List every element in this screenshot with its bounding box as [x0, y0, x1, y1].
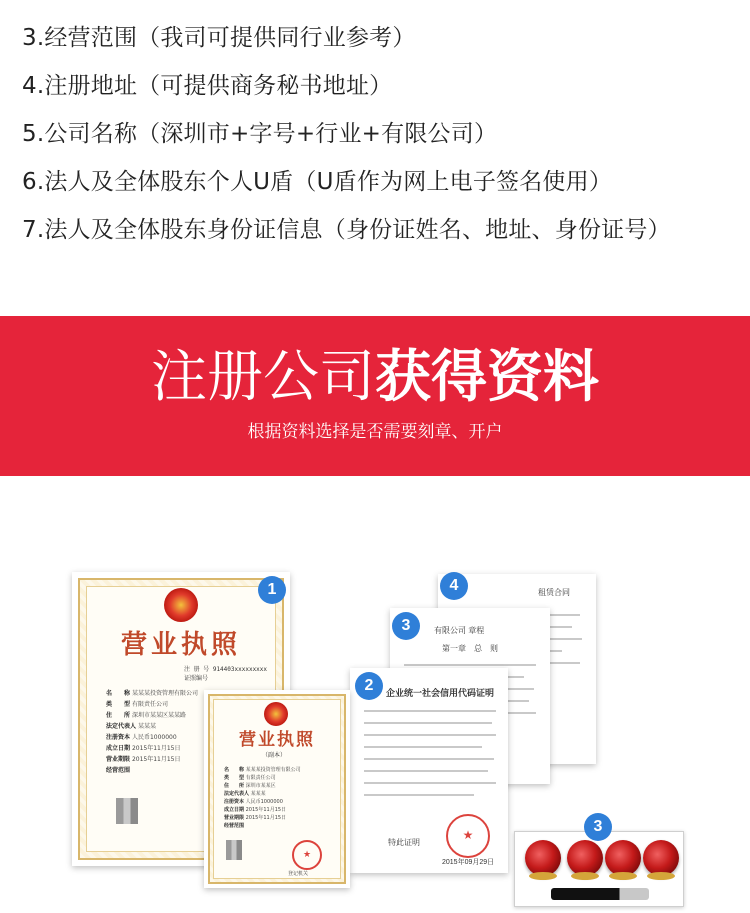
- banner-title-bold: 获得资料: [375, 345, 599, 410]
- license-copy-subtitle: （副本）: [262, 752, 287, 759]
- text-line: [364, 782, 496, 784]
- license-row: 成立日期 2015年11月15日: [224, 807, 287, 813]
- license-row: 法定代表人 某某某: [106, 723, 156, 730]
- documents-illustration: [0, 476, 750, 913]
- credit-certificate-date: 2015年09月29日: [442, 859, 495, 866]
- license-row: 名 称 某某某投资管理有限公司: [106, 690, 198, 697]
- license-row: 经营范围: [224, 823, 245, 829]
- license-row: 经营范围: [106, 767, 131, 774]
- license-row: 类 型 有限责任公司: [106, 701, 168, 708]
- text-line: [364, 770, 488, 772]
- badge-license-original: 1: [258, 576, 286, 604]
- text-line: [364, 758, 494, 760]
- stamp-icon: [567, 840, 603, 876]
- usb-key-icon: [551, 888, 649, 900]
- banner-title: [0, 342, 750, 414]
- text-line: [364, 734, 496, 736]
- license-code: 注 册 号 914403xxxxxxxxx: [184, 666, 268, 673]
- requirements-list: [22, 14, 742, 254]
- badge-articles: 3: [392, 612, 420, 640]
- license-row: 法定代表人 某某某: [224, 791, 266, 797]
- official-seal: [446, 814, 490, 858]
- articles-chapter: 第一章 总 则: [442, 644, 498, 653]
- list-item: 4.注册地址（可提供商务秘书地址）: [22, 73, 393, 99]
- official-seal: [292, 840, 322, 870]
- list-item: 3.经营范围（我司可提供同行业参考）: [22, 25, 416, 51]
- badge-contract: 4: [440, 572, 468, 600]
- section-banner: [0, 316, 750, 476]
- national-emblem-icon: [164, 588, 198, 622]
- text-line: [404, 664, 536, 666]
- list-item: 5.公司名称（深圳市+字号+行业+有限公司）: [22, 121, 498, 147]
- articles-title: 有限公司 章程: [434, 626, 485, 635]
- text-line: [364, 746, 482, 748]
- license-code: 证照编号: [184, 675, 209, 682]
- business-license-copy: [204, 690, 350, 888]
- company-stamps-photo: [514, 831, 684, 907]
- license-row: 类 型 有限责任公司: [224, 775, 276, 781]
- license-row: 成立日期 2015年11月15日: [106, 745, 181, 752]
- text-line: [364, 722, 492, 724]
- license-title: 营业执照: [120, 630, 241, 660]
- contract-title: 租赁合同: [538, 588, 570, 597]
- license-row: 住 所 深圳市某某区: [224, 783, 276, 789]
- text-line: [364, 710, 496, 712]
- license-row: 注册资本 人民币1000000: [106, 734, 177, 741]
- stamp-icon: [643, 840, 679, 876]
- license-row: 注册资本 人民币1000000: [224, 799, 283, 805]
- list-item: 6.法人及全体股东个人U盾（U盾作为网上电子签名使用）: [22, 169, 613, 195]
- text-line: [364, 794, 474, 796]
- national-emblem-icon: [264, 702, 288, 726]
- banner-title-light: 注册公司: [151, 345, 375, 410]
- credit-certificate-footer: 特此证明: [388, 838, 420, 847]
- stamp-icon: [525, 840, 561, 876]
- qr-code-mosaic: [116, 798, 138, 824]
- credit-certificate-title: 企业统一社会信用代码证明: [386, 688, 495, 698]
- license-copy-title: 营业执照: [239, 730, 315, 750]
- badge-stamps: 3: [584, 813, 612, 841]
- qr-code-mosaic: [226, 840, 242, 860]
- list-item: 7.法人及全体股东身份证信息（身份证姓名、地址、身份证号）: [22, 217, 671, 243]
- license-copy-footer: 登记机关: [288, 871, 309, 877]
- stamp-icon: [605, 840, 641, 876]
- license-row: 营业期限 2015年11月15日: [224, 815, 287, 821]
- license-row: 名 称 某某某投资管理有限公司: [224, 767, 301, 773]
- license-row: 营业期限 2015年11月15日: [106, 756, 181, 763]
- banner-subtitle: 根据资料选择是否需要刻章、开户: [247, 422, 503, 442]
- badge-credit-certificate: 2: [355, 672, 383, 700]
- license-row: 住 所 深圳市某某区某某路: [106, 712, 186, 719]
